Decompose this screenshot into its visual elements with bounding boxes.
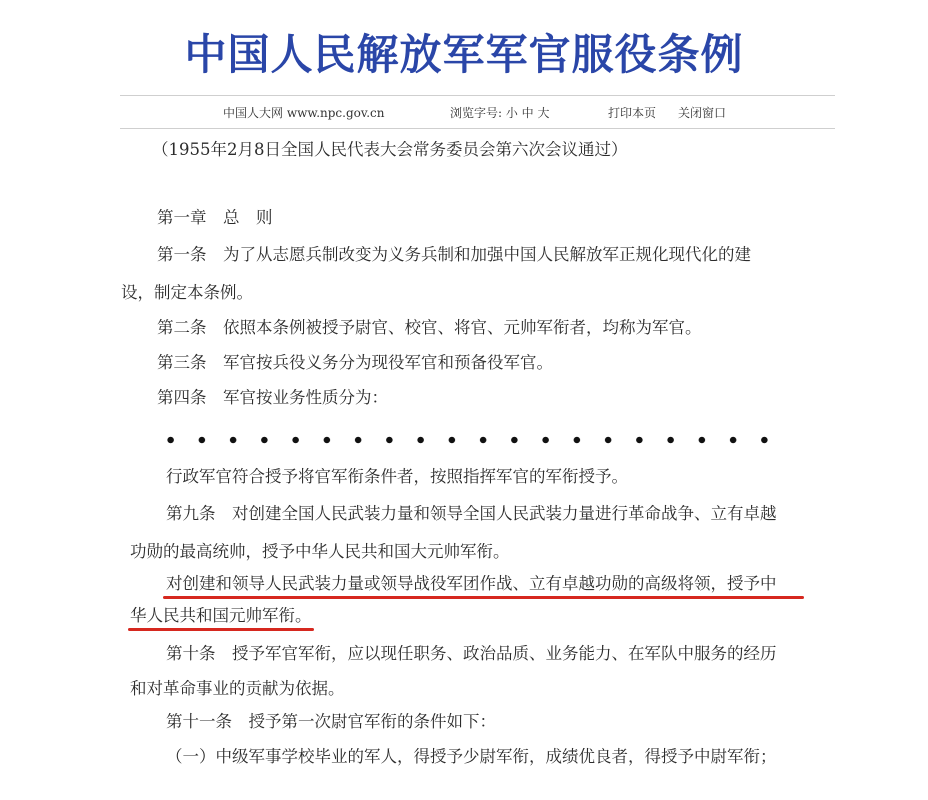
marshal-line-2: 华人民共和国元帅军衔。 [130,606,312,625]
article-9-line-2: 功勋的最高统帅，授予中华人民共和国大元帅军衔。 [130,542,510,561]
article-1-line-2: 设，制定本条例。 [121,283,253,302]
article-10-line-1: 第十条 授予军官军衔，应以现任职务、政治品质、业务能力、在军队中服务的经历 [166,644,777,663]
article-11-item-1: （一）中级军事学校毕业的军人，得授予少尉军衔，成绩优良者，得授予中尉军衔； [166,747,777,766]
font-size-switch[interactable]: 浏览字号: 小 中 大 [450,106,550,120]
article-2: 第二条 依照本条例被授予尉官、校官、将官、元帅军衔者，均称为军官。 [157,318,702,337]
marshal-line-1: 对创建和领导人民武装力量或领导战役军团作战、立有卓越功勋的高级将领，授予中 [166,574,777,593]
chapter-heading: 第一章 总 则 [157,208,273,227]
article-toolbar [120,95,835,129]
article-3: 第三条 军官按兵役义务分为现役军官和预备役军官。 [157,353,553,372]
print-link[interactable]: 打印本页 [608,106,657,120]
article-4: 第四条 军官按业务性质分为： [157,388,388,407]
article-9-line-1: 第九条 对创建全国人民武装力量和领导全国人民武装力量进行革命战争、立有卓越 [166,504,777,523]
omission-dots [155,436,780,444]
page-title: 中国人民解放军军官服役条例 [184,30,744,79]
site-name[interactable]: 中国人大网 www.npc.gov.cn [223,106,385,120]
adoption-note: （1955年2月8日全国人民代表大会常务委员会第六次会议通过） [152,140,628,159]
close-window-link[interactable]: 关闭窗口 [678,106,727,120]
article-1-line-1: 第一条 为了从志愿兵制改变为义务兵制和加强中国人民解放军正规化现代化的建 [157,245,751,264]
article-10-line-2: 和对革命事业的贡献为依据。 [130,679,345,698]
highlight-underline-2 [128,628,314,631]
article-11: 第十一条 授予第一次尉官军衔的条件如下： [166,712,496,731]
highlight-underline-1 [163,596,804,599]
admin-officer-line: 行政军官符合授予将官军衔条件者，按照指挥军官的军衔授予。 [166,467,628,486]
